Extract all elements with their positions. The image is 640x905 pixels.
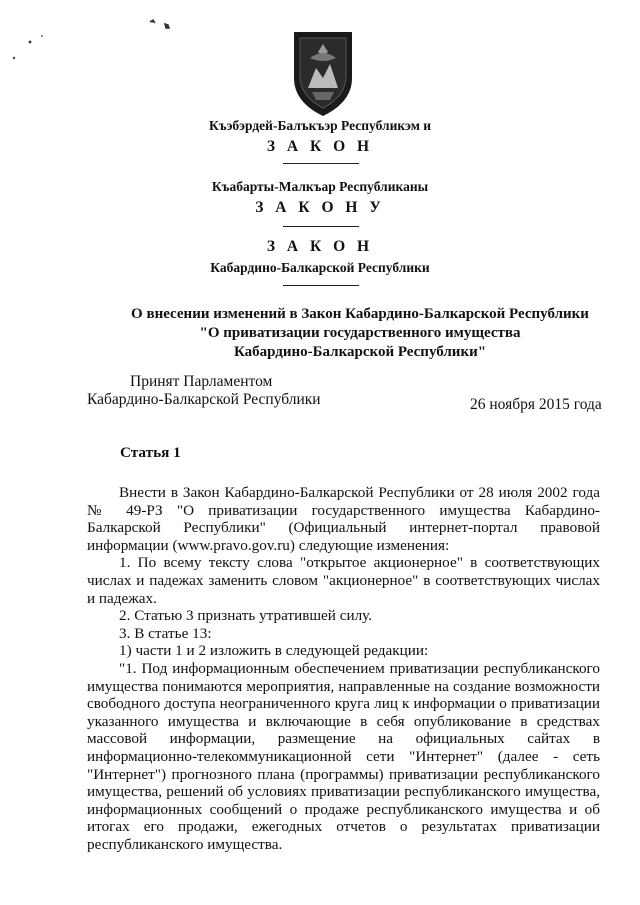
header-kabardian-line: Къэбэрдей-Балъкъэр Республикэм и — [208, 118, 432, 133]
header-russian-line: Кабардино-Балкарской Республики — [210, 260, 430, 275]
header-balkar-line: Къабарты-Малкъар Республиканы — [211, 179, 429, 194]
scan-specks — [0, 0, 200, 60]
coat-of-arms-emblem — [290, 28, 356, 118]
adoption-line-2: Кабардино-Балкарской Республики — [87, 391, 321, 408]
header-balkar-word: З А К О Н У — [255, 199, 385, 216]
header-kabardian-word: З А К О Н — [266, 138, 374, 155]
article-paragraph: Внести в Закон Кабардино-Балкарской Республики от 28 июля 2002 года № 49-РЗ "О приватизации государственного имущества Кабардино-Балкарской Республики" (Официальный интернет-портал правовой информации (www.pravo.gov.ru) следующие изменения: — [87, 484, 600, 554]
law-title-line-2: "О приватизации государственного имущества — [199, 325, 521, 341]
article-paragraph: 1) части 1 и 2 изложить в следующей редакции: — [119, 642, 429, 660]
header-russian-word: З А К О Н — [266, 238, 374, 255]
law-title-line-1: О внесении изменений в Закон Кабардино-Балкарской Республики — [131, 306, 589, 322]
article-paragraph: 1. По всему тексту слова "открытое акционерное" в соответствующих числах и падежах заменить словом "акционерное" в соответствующих числах и падежах. — [87, 554, 600, 607]
law-title-line-3: Кабардино-Балкарской Республики" — [233, 344, 487, 360]
article-paragraph: 2. Статью 3 признать утратившей силу. — [119, 607, 373, 625]
adoption-line-1: Принят Парламентом — [130, 373, 273, 390]
header-divider-2 — [283, 226, 359, 227]
article-paragraph: "1. Под информационным обеспечением приватизации республиканского имущества понимаются мероприятия, направленные на создание возможности свободного доступа неограниченного круга лиц к информации о приватизации указанного имущества и включающие в себя опубликование в средствах массовой информации, размещение на официальных сайтах в информационно-телекоммуникационной сети "Интернет" (далее - сеть "Интернет") прогнозного плана (программы) приватизации республиканского имущества, решений об условиях приватизации республиканского имущества, информационных сообщений о продаже республиканского имущества и об итогах его продажи, ежегодных отчетов о результатах приватизации республиканского имущества. — [87, 659, 600, 853]
header-divider-1 — [283, 163, 359, 164]
law-title — [110, 305, 610, 362]
article-body — [87, 484, 600, 853]
article-heading: Статья 1 — [120, 444, 181, 461]
article-paragraph: 3. В статье 13: — [119, 624, 212, 642]
header-divider-3 — [283, 285, 359, 286]
adoption-date: 26 ноября 2015 года — [470, 396, 602, 413]
